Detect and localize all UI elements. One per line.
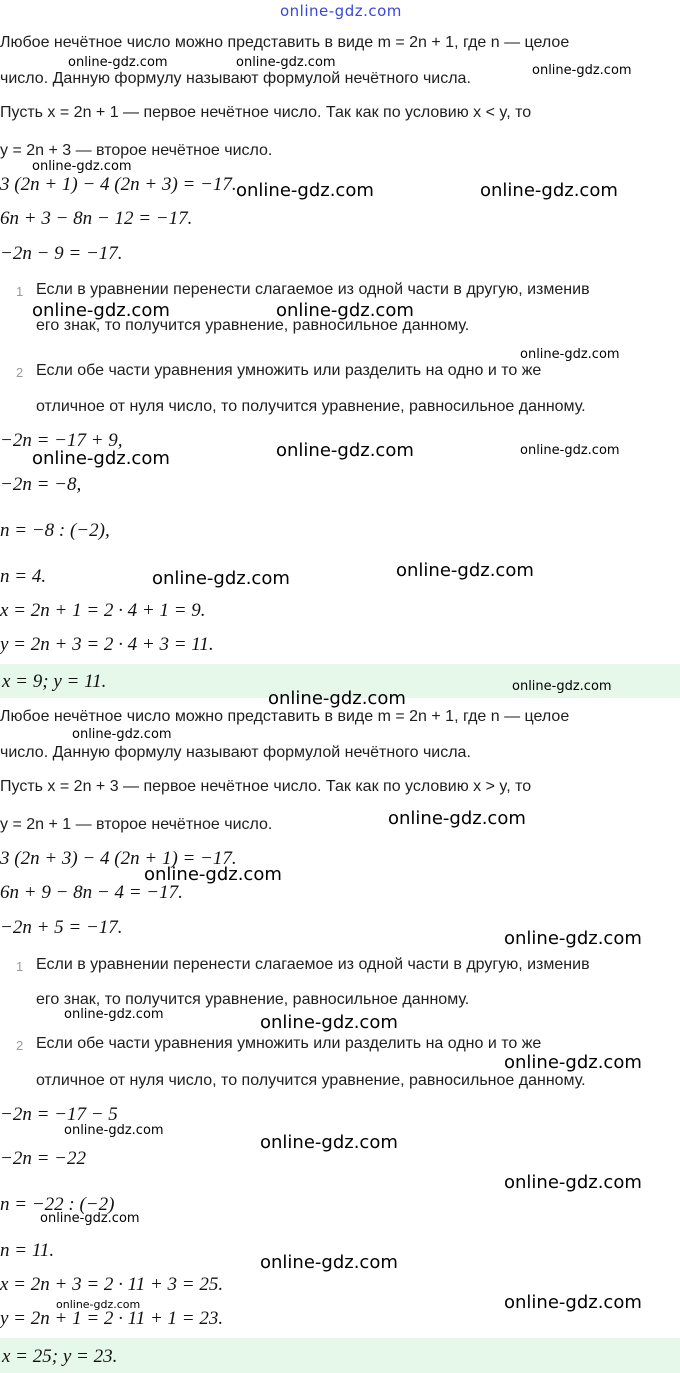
- watermark: online-gdz.com: [532, 63, 632, 78]
- equation-line: −2n = −22: [0, 1148, 86, 1169]
- watermark: online-gdz.com: [64, 1123, 164, 1138]
- rule-text: Если обе части уравнения умножить или разделить на одно и то же: [36, 362, 542, 379]
- intro-line-2: число. Данную формулу называют формулой нечётного числа.: [0, 744, 471, 761]
- watermark: online-gdz.com: [144, 864, 282, 885]
- equation-line: −2n = −17 − 5: [0, 1104, 118, 1125]
- intro-line-1: Любое нечётное число можно представить в виде m = 2n + 1, где n — целое: [0, 34, 570, 51]
- intro-line-2: число. Данную формулу называют формулой нечётного числа.: [0, 70, 471, 87]
- watermark: online-gdz.com: [56, 1298, 141, 1311]
- watermark: online-gdz.com: [396, 560, 534, 581]
- site-logo[interactable]: online-gdz.com: [280, 2, 402, 20]
- watermark: online-gdz.com: [32, 159, 132, 174]
- rule-text: отличное от нуля число, то получится уравнение, равносильное данному.: [36, 398, 586, 415]
- let-line-1: Пусть x = 2n + 3 — первое нечётное число. Так как по условию x > y, то: [0, 778, 532, 795]
- watermark: online-gdz.com: [64, 1007, 164, 1022]
- watermark: online-gdz.com: [388, 808, 526, 829]
- equation-line: x = 2n + 3 = 2 · 11 + 3 = 25.: [0, 1274, 224, 1295]
- equation-line: n = −22 : (−2): [0, 1194, 115, 1215]
- watermark: online-gdz.com: [504, 928, 642, 949]
- equation-line: −2n = −17 + 9,: [0, 430, 123, 451]
- intro-line-1: Любое нечётное число можно представить в виде m = 2n + 1, где n — целое: [0, 708, 570, 725]
- watermark: online-gdz.com: [260, 1012, 398, 1033]
- equation-line: −2n + 5 = −17.: [0, 917, 123, 938]
- rule-text: его знак, то получится уравнение, равносильное данному.: [36, 317, 470, 334]
- rule-text: отличное от нуля число, то получится уравнение, равносильное данному.: [36, 1072, 586, 1089]
- equation-line: n = −8 : (−2),: [0, 520, 110, 541]
- rule-text: Если обе части уравнения умножить или разделить на одно и то же: [36, 1035, 542, 1052]
- watermark: online-gdz.com: [236, 180, 374, 201]
- answer-text: x = 9; y = 11.: [2, 671, 107, 692]
- equation-line: y = 2n + 1 = 2 · 11 + 1 = 23.: [0, 1308, 224, 1329]
- rule-number: 2: [16, 365, 24, 380]
- watermark: online-gdz.com: [260, 1252, 398, 1273]
- watermark: online-gdz.com: [520, 347, 620, 362]
- watermark: online-gdz.com: [276, 440, 414, 461]
- watermark: online-gdz.com: [504, 1172, 642, 1193]
- watermark: online-gdz.com: [32, 448, 170, 469]
- rule-text: Если в уравнении перенести слагаемое из одной части в другую, изменив: [36, 281, 590, 298]
- watermark: online-gdz.com: [68, 55, 168, 70]
- rule-number: 1: [16, 959, 24, 974]
- watermark: online-gdz.com: [72, 727, 172, 742]
- watermark: online-gdz.com: [32, 300, 170, 321]
- answer-box: [0, 1338, 680, 1373]
- equation-line: n = 4.: [0, 566, 47, 587]
- watermark: online-gdz.com: [268, 688, 406, 709]
- watermark: online-gdz.com: [480, 180, 618, 201]
- let-line-1: Пусть x = 2n + 1 — первое нечётное число. Так как по условию x < y, то: [0, 104, 532, 121]
- equation-line: n = 11.: [0, 1240, 55, 1261]
- equation-line: x = 2n + 1 = 2 · 4 + 1 = 9.: [0, 600, 206, 621]
- rule-text: его знак, то получится уравнение, равносильное данному.: [36, 991, 470, 1008]
- equation-line: 3 (2n + 3) − 4 (2n + 1) = −17.: [0, 848, 237, 869]
- rule-text: Если в уравнении перенести слагаемое из одной части в другую, изменив: [36, 956, 590, 973]
- equation-line: 6n + 3 − 8n − 12 = −17.: [0, 208, 193, 229]
- watermark: online-gdz.com: [152, 568, 290, 589]
- equation-line: y = 2n + 3 = 2 · 4 + 3 = 11.: [0, 634, 214, 655]
- watermark: online-gdz.com: [276, 300, 414, 321]
- equation-line: −2n = −8,: [0, 474, 82, 495]
- equation-line: 6n + 9 − 8n − 4 = −17.: [0, 882, 183, 903]
- watermark: online-gdz.com: [504, 1292, 642, 1313]
- equation-line: 3 (2n + 1) − 4 (2n + 3) = −17.: [0, 174, 237, 195]
- watermark: online-gdz.com: [504, 1052, 642, 1073]
- watermark: online-gdz.com: [260, 1132, 398, 1153]
- rule-number: 1: [16, 284, 24, 299]
- rule-number: 2: [16, 1038, 24, 1053]
- let-line-2: y = 2n + 1 — второе нечётное число.: [0, 816, 273, 833]
- equation-line: −2n − 9 = −17.: [0, 243, 123, 264]
- watermark: online-gdz.com: [512, 679, 612, 694]
- watermark: online-gdz.com: [236, 55, 336, 70]
- watermark: online-gdz.com: [40, 1211, 140, 1226]
- answer-text: x = 25; y = 23.: [2, 1346, 118, 1367]
- watermark: online-gdz.com: [520, 443, 620, 458]
- let-line-2: y = 2n + 3 — второе нечётное число.: [0, 142, 273, 159]
